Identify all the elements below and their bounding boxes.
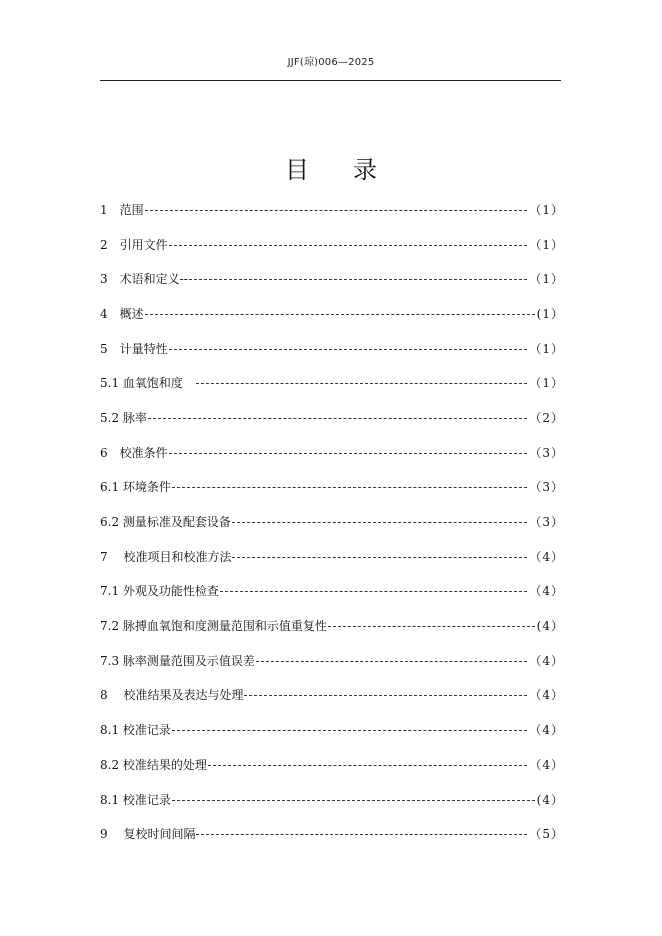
toc-entry-label: 6 校准条件 xyxy=(100,445,168,460)
toc-leader xyxy=(189,279,528,280)
toc-entry-8-1-repeat[interactable] xyxy=(100,782,564,817)
toc-leader xyxy=(172,487,527,488)
toc-entry-page: （4） xyxy=(529,549,564,564)
toc-entry-8[interactable] xyxy=(100,678,564,713)
toc-entry-label: 7.3 脉率测量范围及示值误差 xyxy=(100,653,255,668)
header-rule xyxy=(100,80,561,81)
toc-entry-page: (4） xyxy=(536,619,564,634)
toc-leader xyxy=(169,245,528,246)
toc-entry-label: 7.1 外观及功能性检查 xyxy=(100,584,219,599)
toc-entry-page: （5） xyxy=(529,827,564,842)
toc-leader xyxy=(169,349,528,350)
toc-entry-page: （4） xyxy=(529,723,564,738)
toc-entry-6-1[interactable] xyxy=(100,470,564,505)
toc-entry-page: （2） xyxy=(529,410,564,425)
toc-title-left: 目 xyxy=(285,156,309,184)
toc-entry-label: 8.1 校准记录 xyxy=(100,723,171,738)
toc-leader xyxy=(244,695,527,696)
toc-entry-label: 2 引用文件 xyxy=(100,237,168,252)
toc-entry-5-1[interactable] xyxy=(100,365,564,400)
toc-entry-page: （1） xyxy=(529,237,564,252)
toc-entry-label: 5.1 血氧饱和度 xyxy=(100,376,195,391)
toc-entry-page: （3） xyxy=(529,445,564,460)
toc-entry-label: 8.2 校准结果的处理 xyxy=(100,757,207,772)
toc-entry-label: 9 复校时间间隔 xyxy=(100,827,196,842)
toc-leader xyxy=(148,418,527,419)
toc-entry-8-1[interactable] xyxy=(100,712,564,747)
toc-entry-7[interactable] xyxy=(100,539,564,574)
toc-entry-label: 7.2 脉搏血氧饱和度测量范围和示值重复性 xyxy=(100,619,327,634)
toc-entry-label: 5 计量特性 xyxy=(100,341,168,356)
toc-entry-label: 5.2 脉率 xyxy=(100,410,147,425)
toc-leader xyxy=(328,626,535,627)
toc-entry-3[interactable] xyxy=(100,261,564,296)
toc-entry-6-2[interactable] xyxy=(100,504,564,539)
toc-entry-label: 4 概述 xyxy=(100,306,144,321)
toc-title xyxy=(0,150,662,185)
toc-leader xyxy=(172,800,535,801)
toc-leader xyxy=(232,522,527,523)
toc-leader xyxy=(256,661,527,662)
toc-leader xyxy=(220,591,527,592)
toc-entry-page: （1） xyxy=(529,341,564,356)
toc-entry-7-3[interactable] xyxy=(100,643,564,678)
toc-leader xyxy=(169,453,528,454)
toc-leader xyxy=(172,730,527,731)
toc-entry-page: (4） xyxy=(536,792,564,807)
toc-leader xyxy=(208,765,527,766)
toc-entry-2[interactable] xyxy=(100,227,564,262)
toc-entry-page: （1） xyxy=(529,272,564,287)
toc-entry-page: （1） xyxy=(529,376,564,391)
toc-entry-5[interactable] xyxy=(100,331,564,366)
toc-entry-label: 7 校准项目和校准方法 xyxy=(100,549,232,564)
toc-leader xyxy=(196,834,527,835)
toc-leader xyxy=(232,557,527,558)
document-code-header: JJF(琼)006—2025 xyxy=(287,57,375,68)
toc-entry-label: 6.1 环境条件 xyxy=(100,480,171,495)
toc-entry-label: 1 范围 xyxy=(100,202,144,217)
toc-leader xyxy=(145,314,535,315)
toc-entry-page: （1） xyxy=(529,202,564,217)
toc-entry-9[interactable] xyxy=(100,816,564,851)
toc-entry-label: 6.2 测量标准及配套设备 xyxy=(100,515,231,530)
toc-entry-page: (1） xyxy=(536,306,564,321)
toc-entry-page: （4） xyxy=(529,653,564,668)
toc-entry-page: （4） xyxy=(529,757,564,772)
toc-entry-7-1[interactable] xyxy=(100,574,564,609)
toc-leader xyxy=(145,210,528,211)
toc-title-right: 录 xyxy=(353,156,377,184)
table-of-contents xyxy=(100,192,564,851)
toc-entry-label: 3 术语和定义-- xyxy=(100,272,188,287)
toc-entry-1[interactable] xyxy=(100,192,564,227)
toc-entry-8-2[interactable] xyxy=(100,747,564,782)
toc-entry-page: （3） xyxy=(529,480,564,495)
toc-entry-7-2[interactable] xyxy=(100,608,564,643)
toc-leader xyxy=(196,383,527,384)
toc-entry-label: 8.1 校准记录 xyxy=(100,792,171,807)
toc-entry-4[interactable] xyxy=(100,296,564,331)
toc-entry-page: （4） xyxy=(529,688,564,703)
toc-entry-page: （3） xyxy=(529,515,564,530)
toc-entry-label: 8 校准结果及表达与处理 xyxy=(100,688,244,703)
toc-entry-6[interactable] xyxy=(100,435,564,470)
toc-entry-5-2[interactable] xyxy=(100,400,564,435)
toc-entry-page: （4） xyxy=(529,584,564,599)
